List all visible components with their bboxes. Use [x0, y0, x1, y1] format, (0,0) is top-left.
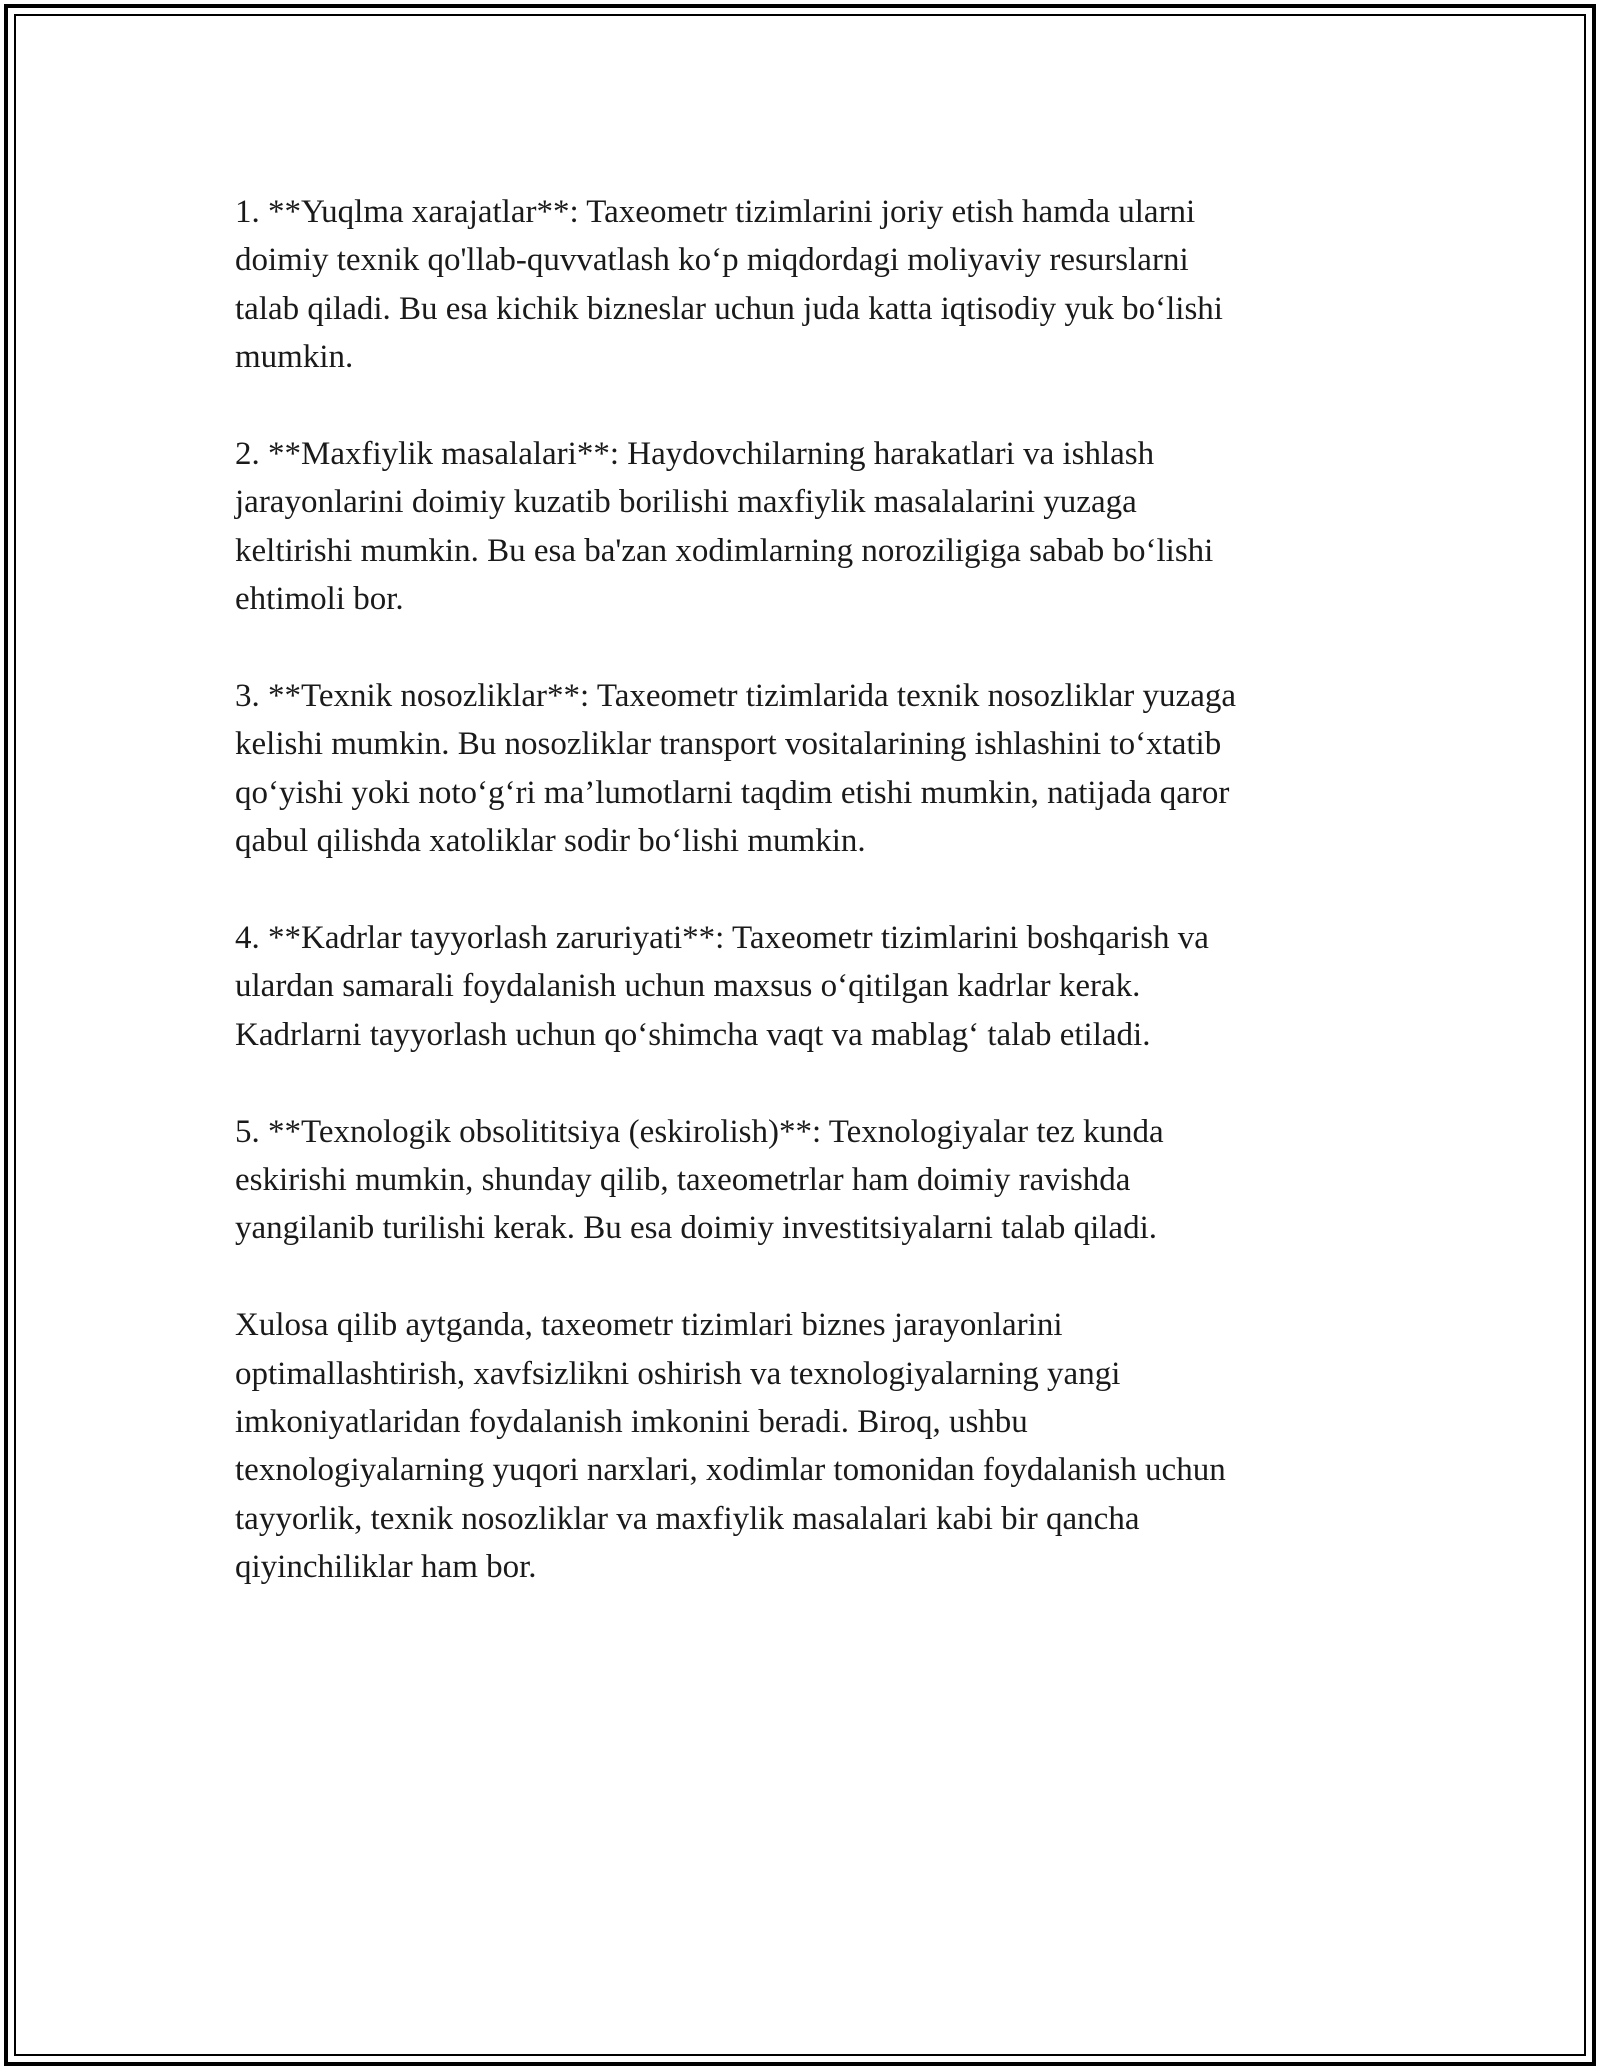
paragraph-staff-training: 4. **Kadrlar tayyorlash zaruriyati**: Taxeometr tizimlarini boshqarish va ulardan samarali foydalanish uchun maxsus o‘qitilgan kadrlar kerak. Kadrlarni tayyorlash uchun qo‘shimcha vaqt va mablag‘ talab etiladi. [235, 920, 1209, 1053]
paragraph-upfront-costs: 1. **Yuqlma xarajatlar**: Taxeometr tizimlarini joriy etish hamda ularni doimiy texnik qo'llab-quvvatlash ko‘p miqdordagi moliyaviy resurslarni talab qiladi. Bu esa kichik bizneslar uchun juda katta iqtisodiy yuk bo‘lishi mumkin. [235, 194, 1223, 376]
paragraph-obsolescence: 5. **Texnologik obsolititsiya (eskirolish)**: Texnologiyalar tez kunda eskirishi mumkin, shunday qilib, taxeometrlar ham doimiy ravishda yangilanib turilishi kerak. Bu esa doimiy investitsiyalarni talab qiladi. [235, 1113, 1164, 1247]
document-body [235, 188, 1375, 1640]
paragraph-conclusion: Xulosa qilib aytganda, taxeometr tizimlari biznes jarayonlarini optimallashtirish, xavfsizlikni oshirish va texnologiyalarning yangi imkoniyatlaridan foydalanish imkonini beradi. Biroq, ushbu texnologiyalarning yuqori narxlari, xodimlar tomonidan foydalanish uchun tayyorlik, texnik nosozliklar va maxfiylik masalalari kabi bir qancha qiyinchiliklar ham bor. [235, 1307, 1226, 1586]
paragraph-privacy-issues: 2. **Maxfiylik masalalari**: Haydovchilarning harakatlari va ishlash jarayonlarini doimiy kuzatib borilishi maxfiylik masalalarini yuzaga keltirishi mumkin. Bu esa ba'zan xodimlarning noroziligiga sabab bo‘lishi ehtimoli bor. [235, 436, 1214, 618]
paragraph-technical-failures: 3. **Texnik nosozliklar**: Taxeometr tizimlarida texnik nosozliklar yuzaga kelishi mumkin. Bu nosozliklar transport vositalarining ishlashini to‘xtatib qo‘yishi yoki noto‘g‘ri ma’lumotlarni taqdim etishi mumkin, natijada qaror qabul qilishda xatoliklar sodir bo‘lishi mumkin. [235, 678, 1236, 860]
